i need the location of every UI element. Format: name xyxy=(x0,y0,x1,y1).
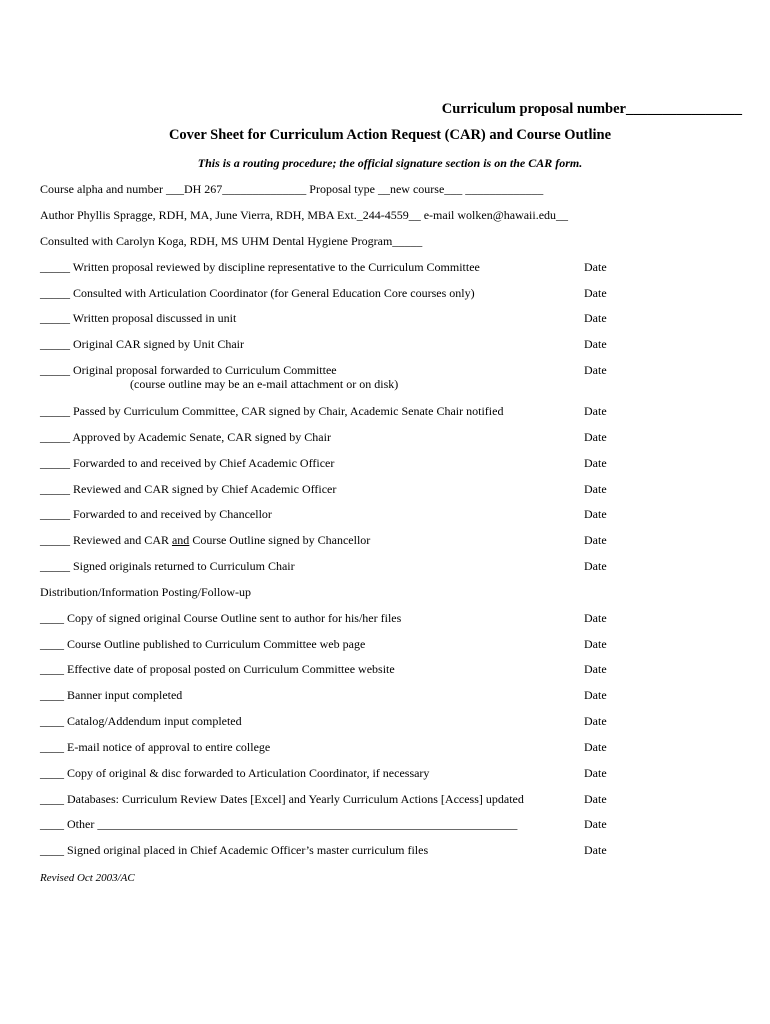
routing-step: _____ Original CAR signed by Unit Chair xyxy=(40,337,244,351)
date-label: Date xyxy=(584,404,607,418)
date-label: Date xyxy=(584,688,607,702)
routing-step: _____ Signed originals returned to Curriculum Chair xyxy=(40,559,295,573)
revision-note: Revised Oct 2003/AC xyxy=(40,872,135,884)
distribution-step: ____ Copy of signed original Course Outline sent to author for his/her files xyxy=(40,611,402,625)
routing-step-note: (course outline may be an e-mail attachment or on disk) xyxy=(130,377,399,391)
routing-step xyxy=(40,363,398,391)
page-title: Cover Sheet for Curriculum Action Request (CAR) and Course Outline xyxy=(168,127,612,143)
routing-step: _____ Approved by Academic Senate, CAR signed by Chair xyxy=(40,430,331,444)
date-label: Date xyxy=(584,456,607,470)
date-label: Date xyxy=(584,337,607,351)
proposal-number: Curriculum proposal number________________ xyxy=(441,101,742,117)
routing-step: _____ Forwarded to and received by Chancellor xyxy=(40,507,272,521)
consulted-line: Consulted with Carolyn Koga, RDH, MS UHM Dental Hygiene Program_____ xyxy=(40,234,423,248)
routing-step-text: Course Outline signed by Chancellor xyxy=(189,533,371,547)
distribution-step: ____ Catalog/Addendum input completed xyxy=(40,714,242,728)
distribution-step: ____ Other ______________________________________________________________________ xyxy=(40,817,518,831)
date-label: Date xyxy=(584,286,607,300)
routing-step-text: _____ Original proposal forwarded to Curriculum Committee xyxy=(40,363,337,377)
date-label: Date xyxy=(584,559,607,573)
date-label: Date xyxy=(584,430,607,444)
distribution-heading: Distribution/Information Posting/Follow-up xyxy=(40,585,252,599)
date-label: Date xyxy=(584,714,607,728)
routing-step-text: _____ Reviewed and CAR xyxy=(40,533,172,547)
distribution-step: ____ Signed original placed in Chief Academic Officer’s master curriculum files xyxy=(40,843,429,857)
date-label: Date xyxy=(584,507,607,521)
distribution-step: ____ Copy of original & disc forwarded to Articulation Coordinator, if necessary xyxy=(40,766,430,780)
date-label: Date xyxy=(584,311,607,325)
distribution-step: ____ Effective date of proposal posted on Curriculum Committee website xyxy=(40,662,395,676)
author-line: Author Phyllis Spragge, RDH, MA, June Vierra, RDH, MBA Ext._244-4559__ e-mail wolken@hawaii.edu__ xyxy=(40,208,569,222)
distribution-step: ____ Databases: Curriculum Review Dates [Excel] and Yearly Curriculum Actions [Access] updated xyxy=(40,792,524,806)
date-label: Date xyxy=(584,766,607,780)
date-label: Date xyxy=(584,843,607,857)
distribution-step: ____ Course Outline published to Curriculum Committee web page xyxy=(40,637,366,651)
distribution-step: ____ Banner input completed xyxy=(40,688,183,702)
date-label: Date xyxy=(584,533,607,547)
routing-step: _____ Written proposal discussed in unit xyxy=(40,311,237,325)
routing-step xyxy=(40,533,370,547)
date-label: Date xyxy=(584,740,607,754)
routing-step: _____ Consulted with Articulation Coordinator (for General Education Core courses only) xyxy=(40,286,475,300)
routing-step: _____ Written proposal reviewed by discipline representative to the Curriculum Committee xyxy=(40,260,480,274)
routing-step: _____ Reviewed and CAR signed by Chief Academic Officer xyxy=(40,482,337,496)
underlined-word: and xyxy=(171,533,190,547)
date-label: Date xyxy=(584,637,607,651)
date-label: Date xyxy=(584,260,607,274)
date-label: Date xyxy=(584,611,607,625)
distribution-step: ____ E-mail notice of approval to entire college xyxy=(40,740,271,754)
date-label: Date xyxy=(584,363,607,377)
routing-step: _____ Passed by Curriculum Committee, CAR signed by Chair, Academic Senate Chair notified xyxy=(40,404,504,418)
page-subtitle: This is a routing procedure; the official signature section is on the CAR form. xyxy=(197,156,583,170)
date-label: Date xyxy=(584,792,607,806)
date-label: Date xyxy=(584,662,607,676)
date-label: Date xyxy=(584,817,607,831)
course-line: Course alpha and number ___DH 267______________ Proposal type __new course___ _____________ xyxy=(40,182,544,196)
routing-step: _____ Forwarded to and received by Chief Academic Officer xyxy=(40,456,335,470)
date-label: Date xyxy=(584,482,607,496)
